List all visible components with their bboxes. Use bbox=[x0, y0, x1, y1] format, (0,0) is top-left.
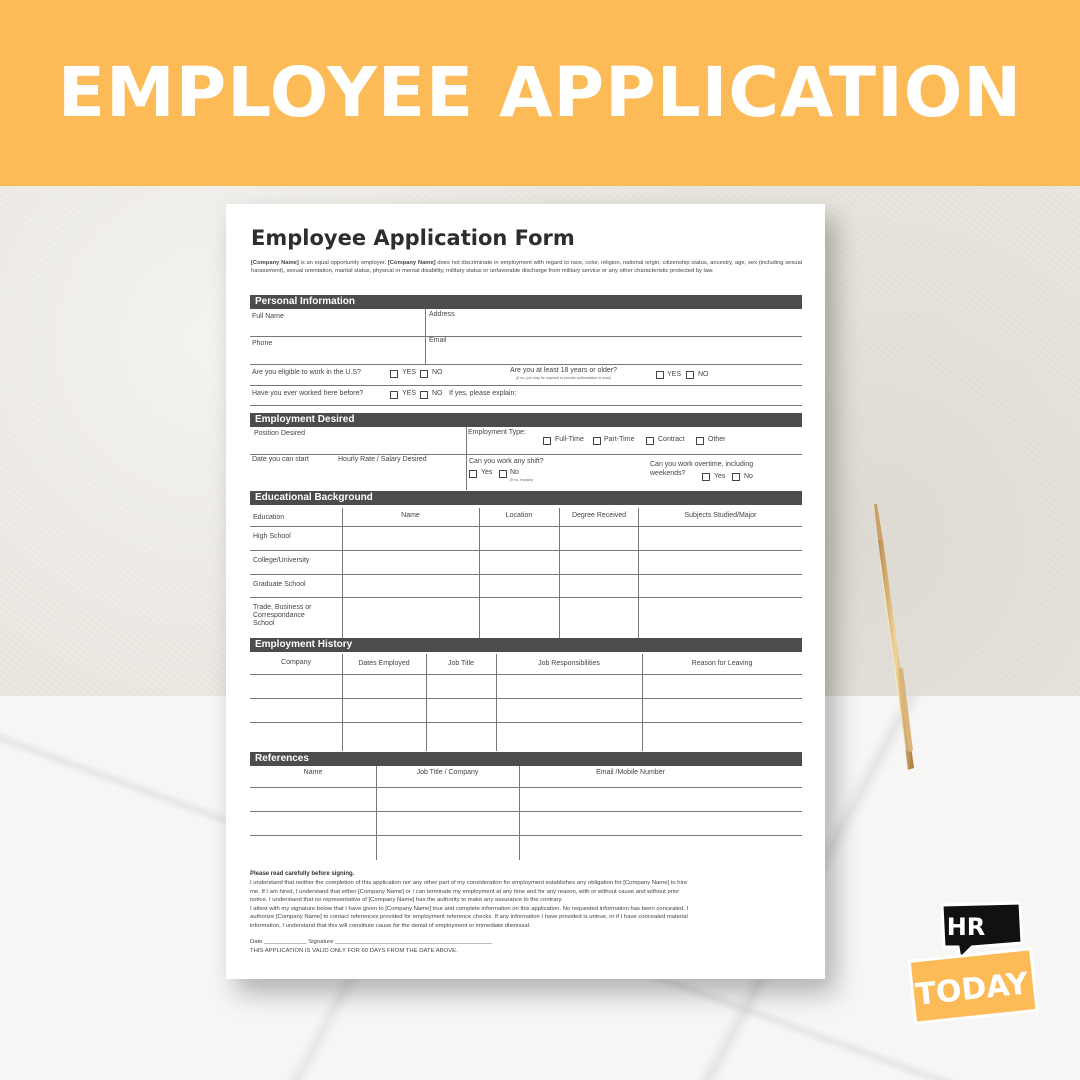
section-references: References bbox=[250, 752, 802, 766]
section-employment-history: Employment History bbox=[250, 638, 802, 652]
overtime-question: Can you work overtime, including bbox=[650, 461, 754, 468]
employment-type-option: Full-Time bbox=[555, 436, 584, 443]
history-column-header: Dates Employed bbox=[358, 660, 410, 667]
phone-label: Phone bbox=[252, 340, 273, 347]
table-column-line bbox=[342, 654, 343, 751]
company-name-placeholder: [Company Name] bbox=[387, 260, 436, 266]
declaration-line: I understand that neither the completion of this application nor any other part of my consideration for employment establishes any obligation for [Company Name] to hire bbox=[250, 880, 688, 886]
worked-before-question: Have you ever worked here before? bbox=[252, 390, 364, 397]
overtime-question-cont: weekends? bbox=[650, 470, 686, 477]
no-label: NO bbox=[432, 369, 443, 376]
eligible-yes-checkbox[interactable] bbox=[390, 370, 398, 378]
table-line bbox=[250, 835, 802, 836]
table-line bbox=[250, 597, 802, 598]
age-question: Are you at least 18 years or older? bbox=[510, 367, 618, 374]
worked-no-checkbox[interactable] bbox=[420, 391, 428, 399]
address-label: Address bbox=[429, 311, 455, 318]
employment-type-option: Other bbox=[708, 436, 726, 443]
history-column-header: Reason for Leaving bbox=[691, 660, 753, 667]
table-line bbox=[250, 722, 802, 723]
shift-yes-checkbox[interactable] bbox=[469, 470, 477, 478]
education-row-label: Trade, Business or bbox=[253, 604, 312, 611]
table-line bbox=[250, 787, 802, 788]
table-line bbox=[250, 811, 802, 812]
reference-column-header: Name bbox=[303, 769, 323, 776]
yes-label: YES bbox=[667, 371, 682, 378]
title-banner bbox=[0, 0, 1080, 186]
eligible-no-checkbox[interactable] bbox=[420, 370, 428, 378]
eeo-statement bbox=[251, 259, 802, 276]
field-line bbox=[250, 454, 802, 455]
shift-no-checkbox[interactable] bbox=[499, 470, 507, 478]
education-row-label-cont: School bbox=[253, 620, 275, 627]
contract-checkbox[interactable] bbox=[646, 437, 654, 445]
name-column-header: Name bbox=[401, 512, 420, 519]
table-column-line bbox=[559, 508, 560, 638]
history-column-header: Job Responsibilities bbox=[538, 660, 600, 667]
education-row-label: College/University bbox=[253, 557, 310, 564]
email-label: Email bbox=[429, 337, 447, 344]
declaration-line: me. If I am hired, I understand that either [Company Name] or I can terminate my employment at any time and for any reason, with or without cause and without prior bbox=[250, 888, 680, 895]
yes-label: Yes bbox=[481, 469, 493, 476]
age-note: (If no, you may be required to provide authorization to work) bbox=[516, 376, 612, 380]
explain-label: If yes, please explain: bbox=[449, 390, 517, 397]
reference-column-header: Email /Mobile Number bbox=[596, 769, 665, 776]
yes-label: YES bbox=[402, 369, 417, 376]
table-column-line bbox=[519, 766, 520, 860]
table-column-line bbox=[342, 508, 343, 638]
overtime-yes-checkbox[interactable] bbox=[702, 473, 710, 481]
section-personal-information: Personal Information bbox=[250, 295, 802, 309]
history-column-header: Job Title bbox=[447, 660, 475, 667]
table-line bbox=[250, 674, 802, 675]
employment-type-option: Contract bbox=[658, 436, 685, 443]
reference-column-header: Job Title / Company bbox=[416, 769, 479, 776]
other-checkbox[interactable] bbox=[696, 437, 704, 445]
logo-text-hr: HR bbox=[946, 913, 986, 941]
start-date-label: Date you can start bbox=[252, 456, 309, 463]
yes-label: YES bbox=[402, 390, 417, 397]
worked-yes-checkbox[interactable] bbox=[390, 391, 398, 399]
eeo-text-part: is an equal opportunity employer. bbox=[298, 260, 388, 266]
declaration-line: information, I understand that this will constitute cause for the denial of employment or immediate dismissal. bbox=[250, 922, 531, 929]
subjects-column-header: Subjects Studied/Major bbox=[684, 512, 757, 519]
declaration-line: notice. I understand that no representative of [Company Name] has the authority to make any assurance to the contrary. bbox=[250, 897, 563, 903]
section-educational-background: Educational Background bbox=[250, 491, 802, 505]
full-name-label: Full Name bbox=[252, 313, 284, 320]
degree-column-header: Degree Received bbox=[571, 512, 627, 519]
table-line bbox=[250, 526, 802, 527]
table-column-line bbox=[479, 508, 480, 638]
read-carefully-heading: Please read carefully before signing. bbox=[250, 871, 355, 877]
table-line bbox=[250, 698, 802, 699]
date-signature-line: Date _____________ Signature ________________________________________________ bbox=[250, 939, 493, 945]
employment-type-label: Employment Type: bbox=[468, 429, 526, 436]
yes-label: Yes bbox=[714, 473, 726, 480]
part-time-checkbox[interactable] bbox=[593, 437, 601, 445]
logo-text-today: TODAY bbox=[913, 966, 1030, 1013]
age-no-checkbox[interactable] bbox=[686, 371, 694, 379]
position-desired-label: Position Desired bbox=[254, 430, 305, 437]
gold-pen-icon bbox=[858, 500, 918, 780]
eeo-text-part: does not discriminate in employment with regard to race, color, religion, national origin, citizenship status, ancestry, age, sex (including sexual harassment), sexual orientation, marital status, physical or mental disability, military status or unfavorable discharge from military service or any other characteristic protected by law. bbox=[251, 260, 803, 275]
hr-today-logo bbox=[902, 895, 1042, 1035]
education-row-label: High School bbox=[253, 533, 291, 540]
banner-title: EMPLOYEE APPLICATION bbox=[57, 53, 1023, 133]
salary-desired-label: Hourly Rate / Salary Desired bbox=[338, 456, 427, 463]
no-label: No bbox=[744, 473, 753, 480]
field-divider bbox=[466, 427, 467, 490]
field-line bbox=[250, 385, 802, 386]
shift-note: (If no, explain) bbox=[510, 478, 533, 482]
education-row-label: Graduate School bbox=[253, 581, 306, 588]
field-line bbox=[250, 336, 802, 337]
table-column-line bbox=[376, 766, 377, 860]
age-yes-checkbox[interactable] bbox=[656, 371, 664, 379]
education-column-header: Education bbox=[253, 514, 285, 521]
table-column-line bbox=[426, 654, 427, 751]
education-row-label-cont: Correspondance bbox=[253, 612, 305, 619]
table-line bbox=[250, 574, 802, 575]
overtime-no-checkbox[interactable] bbox=[732, 473, 740, 481]
table-line bbox=[250, 550, 802, 551]
application-form-sheet bbox=[226, 204, 825, 979]
field-line bbox=[250, 405, 802, 406]
history-column-header: Company bbox=[281, 659, 311, 666]
eligible-question: Are you eligible to work in the U.S? bbox=[252, 369, 361, 376]
full-time-checkbox[interactable] bbox=[543, 437, 551, 445]
location-column-header: Location bbox=[505, 512, 533, 519]
table-column-line bbox=[638, 508, 639, 638]
table-column-line bbox=[496, 654, 497, 751]
no-label: NO bbox=[698, 371, 709, 378]
validity-notice: THIS APPLICATION IS VALID ONLY FOR 60 DAYS FROM THE DATE ABOVE. bbox=[250, 948, 458, 954]
table-column-line bbox=[642, 654, 643, 751]
declaration-line: authorize [Company Name] to contact references provided for employment reference checks. If any information I have provided is untrue, or if I have concealed material bbox=[250, 914, 688, 920]
company-name-placeholder: [Company Name] bbox=[251, 260, 299, 266]
any-shift-question: Can you work any shift? bbox=[469, 458, 544, 465]
declaration-line: I attest with my signature below that I have given to [Company Name] true and complete information on this application. No requested information has been concealed. I bbox=[250, 905, 689, 912]
field-line bbox=[250, 364, 802, 365]
no-label: NO bbox=[432, 390, 443, 397]
no-label: No bbox=[510, 469, 519, 476]
form-title: Employee Application Form bbox=[251, 226, 575, 250]
employment-type-option: Part-Time bbox=[604, 436, 635, 443]
field-divider bbox=[425, 309, 426, 365]
section-employment-desired: Employment Desired bbox=[250, 413, 802, 427]
